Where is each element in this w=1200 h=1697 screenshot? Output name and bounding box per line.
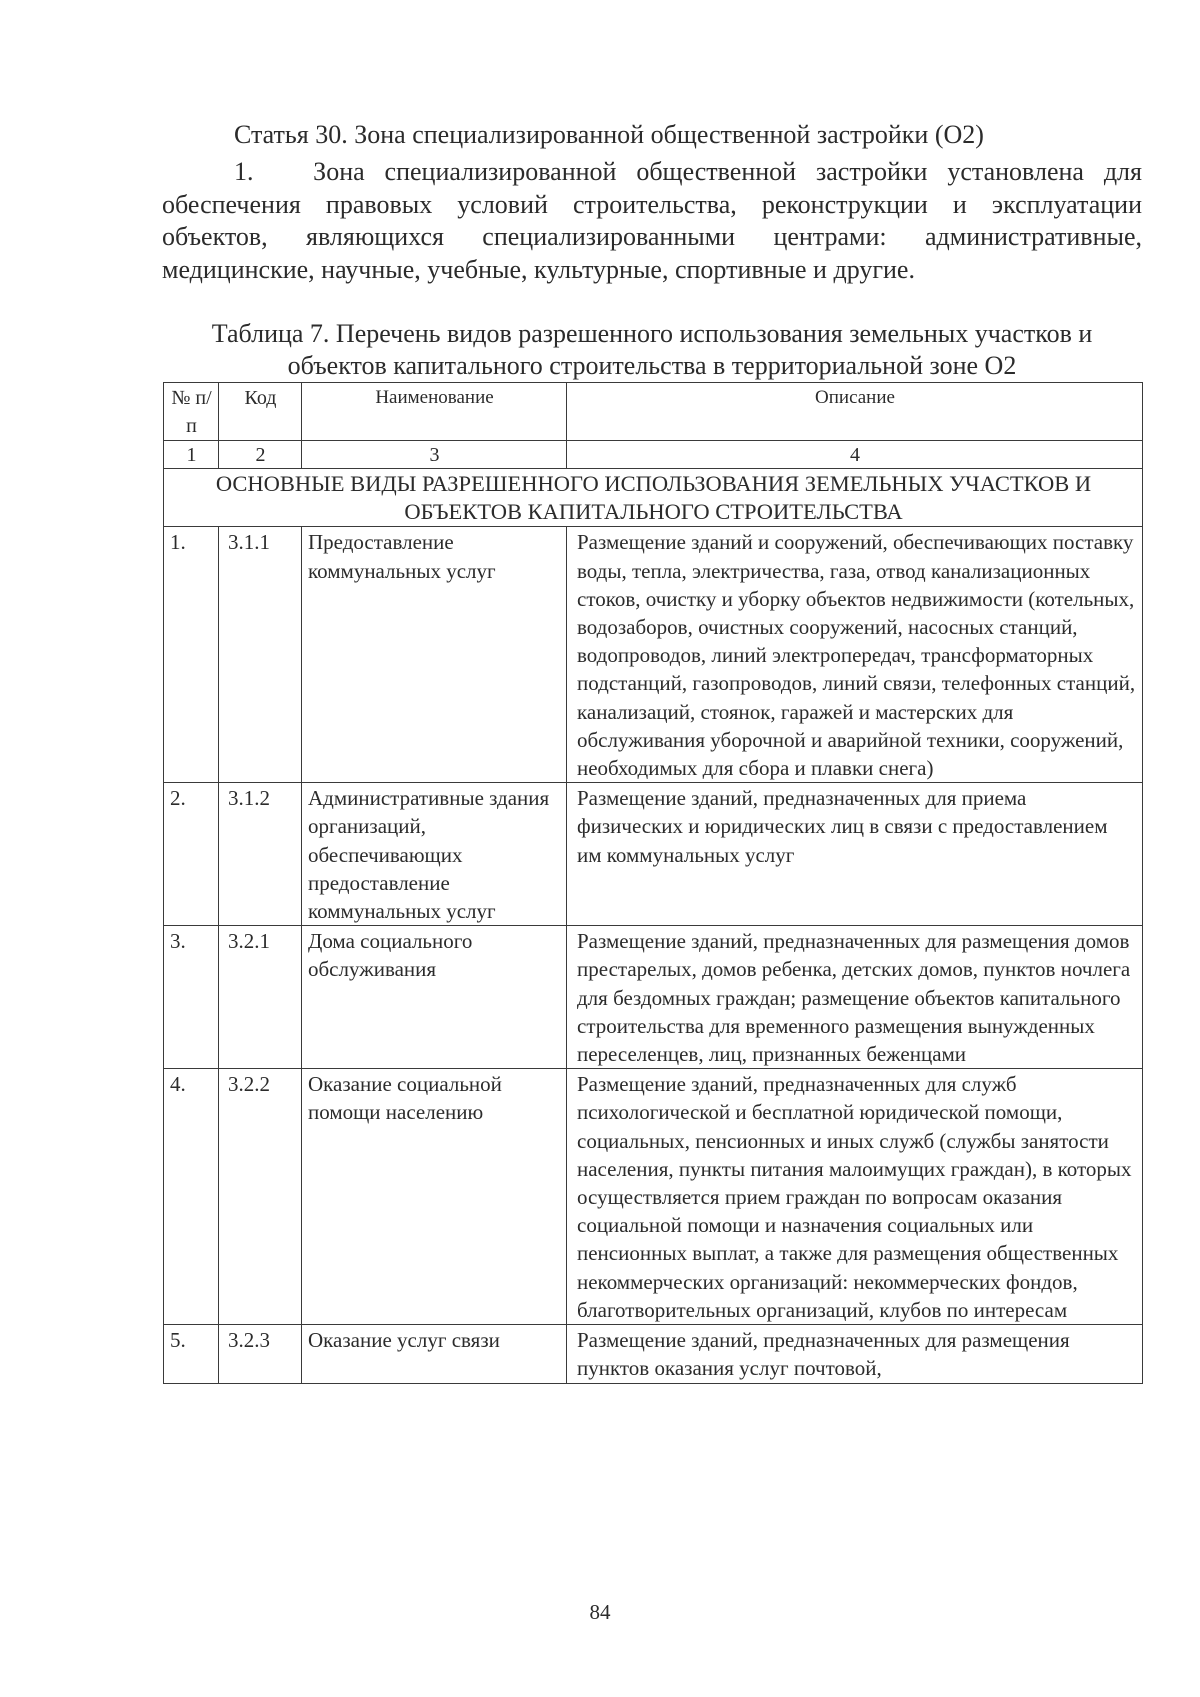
row-description: Размещение зданий, предназначенных для размещения домов престарелых, домов ребенка, детских домов, пунктов ночлега для бездомных граждан; размещение объектов капитального строительства для временного размещения вынужденных переселенцев, лиц, признанных беженцами: [567, 926, 1143, 1069]
row-name: Дома социального обслуживания: [302, 926, 567, 1069]
row-description: Размещение зданий, предназначенных для приема физических и юридических лиц в связи с предоставлением им коммунальных услуг: [567, 783, 1143, 926]
table-caption: Таблица 7. Перечень видов разрешенного использования земельных участков и объектов капитального строительства в территориальной зоне О2: [211, 319, 1093, 380]
row-number: 4.: [164, 1069, 219, 1325]
column-number: 1: [164, 441, 219, 469]
row-number: 1.: [164, 527, 219, 783]
row-code: 3.2.2: [219, 1069, 302, 1325]
row-number: 3.: [164, 926, 219, 1069]
row-number: 2.: [164, 783, 219, 926]
header-name: Наименование: [302, 383, 567, 441]
row-description: Размещение зданий, предназначенных для служб психологической и бесплатной юридической помощи, социальных, пенсионных и иных служб (службы занятости населения, пункты питания малоимущих граждан), в которых осуществляется прием граждан по вопросам оказания социальной помощи и назначения социальных или пенсионных выплат, а также для размещения общественных некоммерческих организаций: некоммерческих фондов, благотворительных организаций, клубов по интересам: [567, 1069, 1143, 1325]
table-row: [164, 1069, 1143, 1325]
section-title: ОСНОВНЫЕ ВИДЫ РАЗРЕШЕННОГО ИСПОЛЬЗОВАНИЯ ЗЕМЕЛЬНЫХ УЧАСТКОВ И ОБЪЕКТОВ КАПИТАЛЬНОГО СТРОИТЕЛЬСТВА: [164, 469, 1143, 527]
row-code: 3.2.3: [219, 1325, 302, 1383]
permitted-use-table: [163, 382, 1143, 1384]
table-row: [164, 783, 1143, 926]
row-name: Предоставление коммунальных услуг: [302, 527, 567, 783]
row-name: Оказание социальной помощи населению: [302, 1069, 567, 1325]
row-number: 5.: [164, 1325, 219, 1383]
row-code: 3.2.1: [219, 926, 302, 1069]
table-row: [164, 1325, 1143, 1383]
article-title: Статья 30. Зона специализированной общественной застройки (О2): [234, 120, 984, 149]
row-description: Размещение зданий и сооружений, обеспечивающих поставку воды, тепла, электричества, газа, отвод канализационных стоков, очистку и уборку объектов недвижимости (котельных, водозаборов, очистных сооружений, насосных станций, водопроводов, линий электропередач, трансформаторных подстанций, газопроводов, линий связи, телефонных станций, канализаций, стоянок, гаражей и мастерских для обслуживания уборочной и аварийной техники, сооружений, необходимых для сбора и плавки снега): [567, 527, 1143, 783]
section-heading-row: [164, 469, 1143, 527]
column-number-row: [164, 441, 1143, 469]
column-number: 3: [302, 441, 567, 469]
row-name: Административные здания организаций, обеспечивающих предоставление коммунальных услуг: [302, 783, 567, 926]
article-paragraph: 1. Зона специализированной общественной застройки установлена для обеспечения правовых условий строительства, реконструкции и эксплуатации объектов, являющихся специализированными центрами: административные, медицинские, научные, учебные, культурные, спортивные и другие.: [162, 157, 1142, 284]
table-header-row: [164, 383, 1143, 441]
row-code: 3.1.1: [219, 527, 302, 783]
column-number: 2: [219, 441, 302, 469]
header-description: Описание: [567, 383, 1143, 441]
table-row: [164, 527, 1143, 783]
column-number: 4: [567, 441, 1143, 469]
header-num: № п/п: [164, 383, 219, 441]
row-code: 3.1.2: [219, 783, 302, 926]
header-code: Код: [219, 383, 302, 441]
table-row: [164, 926, 1143, 1069]
row-description: Размещение зданий, предназначенных для размещения пунктов оказания услуг почтовой,: [567, 1325, 1143, 1383]
row-name: Оказание услуг связи: [302, 1325, 567, 1383]
page-number: 84: [589, 1600, 611, 1624]
